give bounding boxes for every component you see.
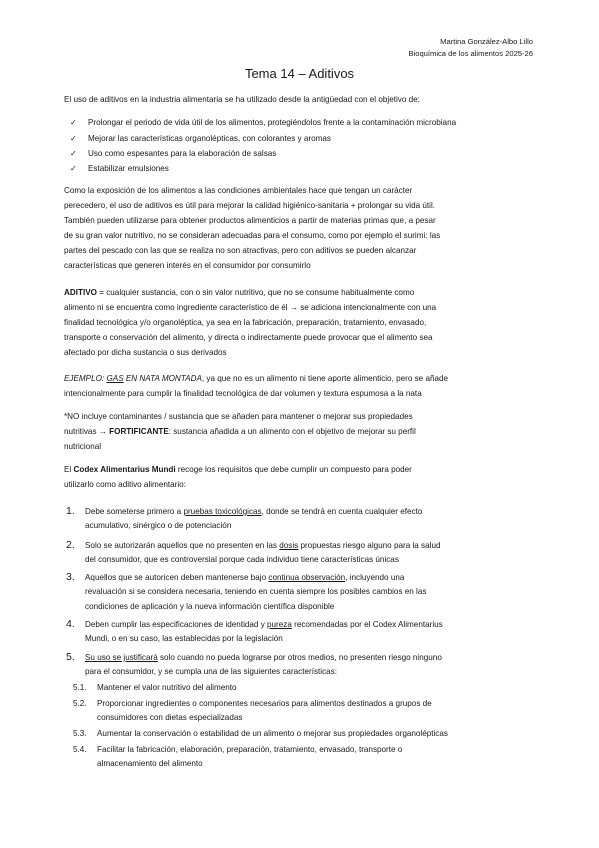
note-prefix: nutritivas → (64, 426, 110, 436)
note-fortificante: FORTIFICANTE (109, 426, 169, 436)
intro-line: El uso de aditivos en la industria alimentaria se ha utilizado desde la antigüedad con el objetivo de: (64, 95, 420, 104)
requirement-key-term: pruebas toxicológicas (183, 507, 262, 516)
codex-prefix: El (64, 465, 74, 474)
objective-item (70, 115, 456, 130)
objective-text: Mejorar las características organolépticas, con colorantes y aromas (88, 134, 331, 143)
header-author: Martina González-Albo Lillo (440, 37, 533, 46)
codex-name: Codex Alimentarius Mundi (73, 465, 176, 474)
subrequirement-number: 5.3. (73, 729, 87, 738)
example-gas: GAS (106, 374, 124, 383)
subrequirement-number: 5.2. (73, 699, 87, 708)
requirement-text: , incluyendo una (345, 573, 405, 582)
paragraph-line: También pueden utilizarse para obtener productos alimenticios a partir de materias primas que, a pesar (64, 215, 436, 225)
example-subject: EN NATA MONTADA (123, 374, 202, 383)
definition-line: transporte o conservación del alimento, y directa o indirectamente puede provocar que el alimento sea (64, 332, 433, 342)
requirement-text: Aquellos que se autoricen deben mantenerse bajo (85, 573, 269, 582)
codex-line: utilizarlo como aditivo alimentario: (64, 479, 186, 489)
checkmark-icon: ✓ (70, 118, 77, 127)
requirement-line: condiciones de aplicación y la nueva información científica disponible (85, 601, 335, 611)
requirement-number: 4. (66, 618, 75, 630)
requirement-line: del consumidor, que es controversial porque cada individuo tiene características únicas (85, 555, 399, 565)
requirement-text: , donde se tendrá en cuenta cualquier efecto (261, 507, 423, 516)
intro-text (64, 93, 536, 108)
checkmark-icon: ✓ (70, 164, 77, 173)
subrequirement-number: 5.4. (73, 745, 87, 754)
requirement-number: 2. (66, 539, 75, 551)
requirement-line: revaluación si se considera necesaria, teniendo en cuenta siempre los posibles cambios en las (85, 587, 427, 597)
example-line: intencionalmente para cumplir la finalidad tecnológica de dar volumen y textura espumosa a la nata (64, 388, 422, 398)
requirement-key-term: dosis (279, 541, 299, 550)
note-block (64, 410, 536, 455)
checkmark-icon: ✓ (70, 134, 77, 143)
definition-line: afectado por dicha sustancia o sus derivados (64, 347, 227, 357)
codex-intro (64, 463, 536, 493)
example-text: , ya que no es un alimento ni tiene aporte alimenticio, pero se añade (201, 374, 449, 383)
note-line: nutricional (64, 441, 102, 451)
requirement-text: Deben cumplir las especificaciones de identidad y (85, 620, 268, 629)
subrequirement-line: Mantener el valor nutritivo del alimento (97, 683, 237, 692)
requirement-text: Debe someterse primero a (85, 507, 184, 516)
objective-item (70, 146, 276, 161)
paragraph-line: de su gran valor nutritivo, no se consideran adecuadas para el consumo, como por ejemplo el surimi: las (64, 230, 441, 240)
objective-text: Prolongar el periodo de vida útil de los alimentos, protegiéndolos frente a la contaminación microbiana (88, 118, 457, 127)
requirement-text: Solo se autorizarán aquellos que no presenten en las (85, 541, 280, 550)
requirement-line: para el consumidor, y se cumpla una de las siguientes características: (85, 667, 338, 677)
subrequirement-line: Aumentar la conservación o estabilidad de un alimento o mejorar sus propiedades organolépticas (97, 729, 448, 738)
objective-item (70, 131, 331, 146)
objective-item (70, 161, 169, 176)
requirement-number: 1. (66, 505, 75, 517)
note-definition: : sustancia añadida a un alimento con el objetivo de mejorar su perfil (168, 426, 416, 436)
definition-block (64, 286, 536, 361)
page-title: Tema 14 – Aditivos (244, 66, 355, 81)
requirement-text: recomendadas por el Codex Alimentarius (291, 620, 443, 629)
codex-text: recoge los requisitos que debe cumplir un compuesto para poder (175, 465, 412, 474)
requirement-line: acumulativo, sinérgico o de potenciación (85, 521, 232, 531)
requirement-text: solo cuando no pueda lograrse por otros medios, no presenten riesgo ninguno (157, 653, 442, 662)
example-block (64, 372, 536, 402)
definition-term: ADITIVO (64, 288, 97, 297)
checkmark-icon: ✓ (70, 149, 77, 158)
example-label: EJEMPLO: (64, 374, 107, 383)
subrequirement-number: 5.1. (73, 683, 87, 692)
paragraph-line: Como la exposición de los alimentos a las condiciones ambientales hace que tengan un carácter (64, 186, 413, 195)
paragraph-purpose (64, 184, 536, 273)
note-line: *NO incluye contaminantes / sustancia que se añaden para mantener o mejorar sus propiedades (64, 412, 413, 421)
requirement-key-term: continua observación (268, 573, 346, 582)
header-course: Bioquímica de los alimentos 2025-26 (408, 49, 533, 58)
subrequirement-line: consumidores con dietas especializadas (97, 713, 243, 723)
subrequirement-line: Facilitar la fabricación, elaboración, preparación, tratamiento, envasado, transporte o (97, 745, 403, 754)
objective-text: Uso como espesantes para la elaboración de salsas (88, 149, 277, 158)
definition-text: = cualquier sustancia, con o sin valor nutritivo, que no se consume habitualmente como (96, 288, 415, 297)
paragraph-line: características que generen interés en el consumidor por consumirlo (64, 260, 311, 270)
requirement-number: 3. (66, 571, 75, 583)
subrequirement-line: Proporcionar ingredientes o componentes necesarios para alimentos destinados a grupos de (97, 699, 432, 708)
subrequirement-line: almacenamiento del alimento (97, 759, 203, 769)
paragraph-line: partes del pescado con las que se realiza no son atractivas, pero con aditivos se pueden alcanzar (64, 245, 417, 255)
requirement-line: Mundi, o en su caso, las establecidas por la legislación (85, 634, 283, 644)
requirement-key-term: Su uso se justificará (85, 653, 158, 662)
requirement-key-term: pureza (267, 620, 292, 629)
definition-line: alimento ni se encuentra como ingrediente característico de él → se adiciona intencionalmente con una (64, 302, 437, 312)
requirement-text: propuestas riesgo alguno para la salud (298, 541, 441, 550)
definition-line: finalidad tecnológica y/o organoléptica, ya sea en la fabricación, preparación, tratamiento, envasado, (64, 317, 427, 327)
objective-text: Estabilizar emulsiones (88, 164, 169, 173)
requirement-number: 5. (66, 651, 75, 663)
paragraph-line: perecedero, el uso de aditivos es útil para mejorar la calidad higiénico-sanitaria + prolongar su vida útil. (64, 200, 436, 210)
